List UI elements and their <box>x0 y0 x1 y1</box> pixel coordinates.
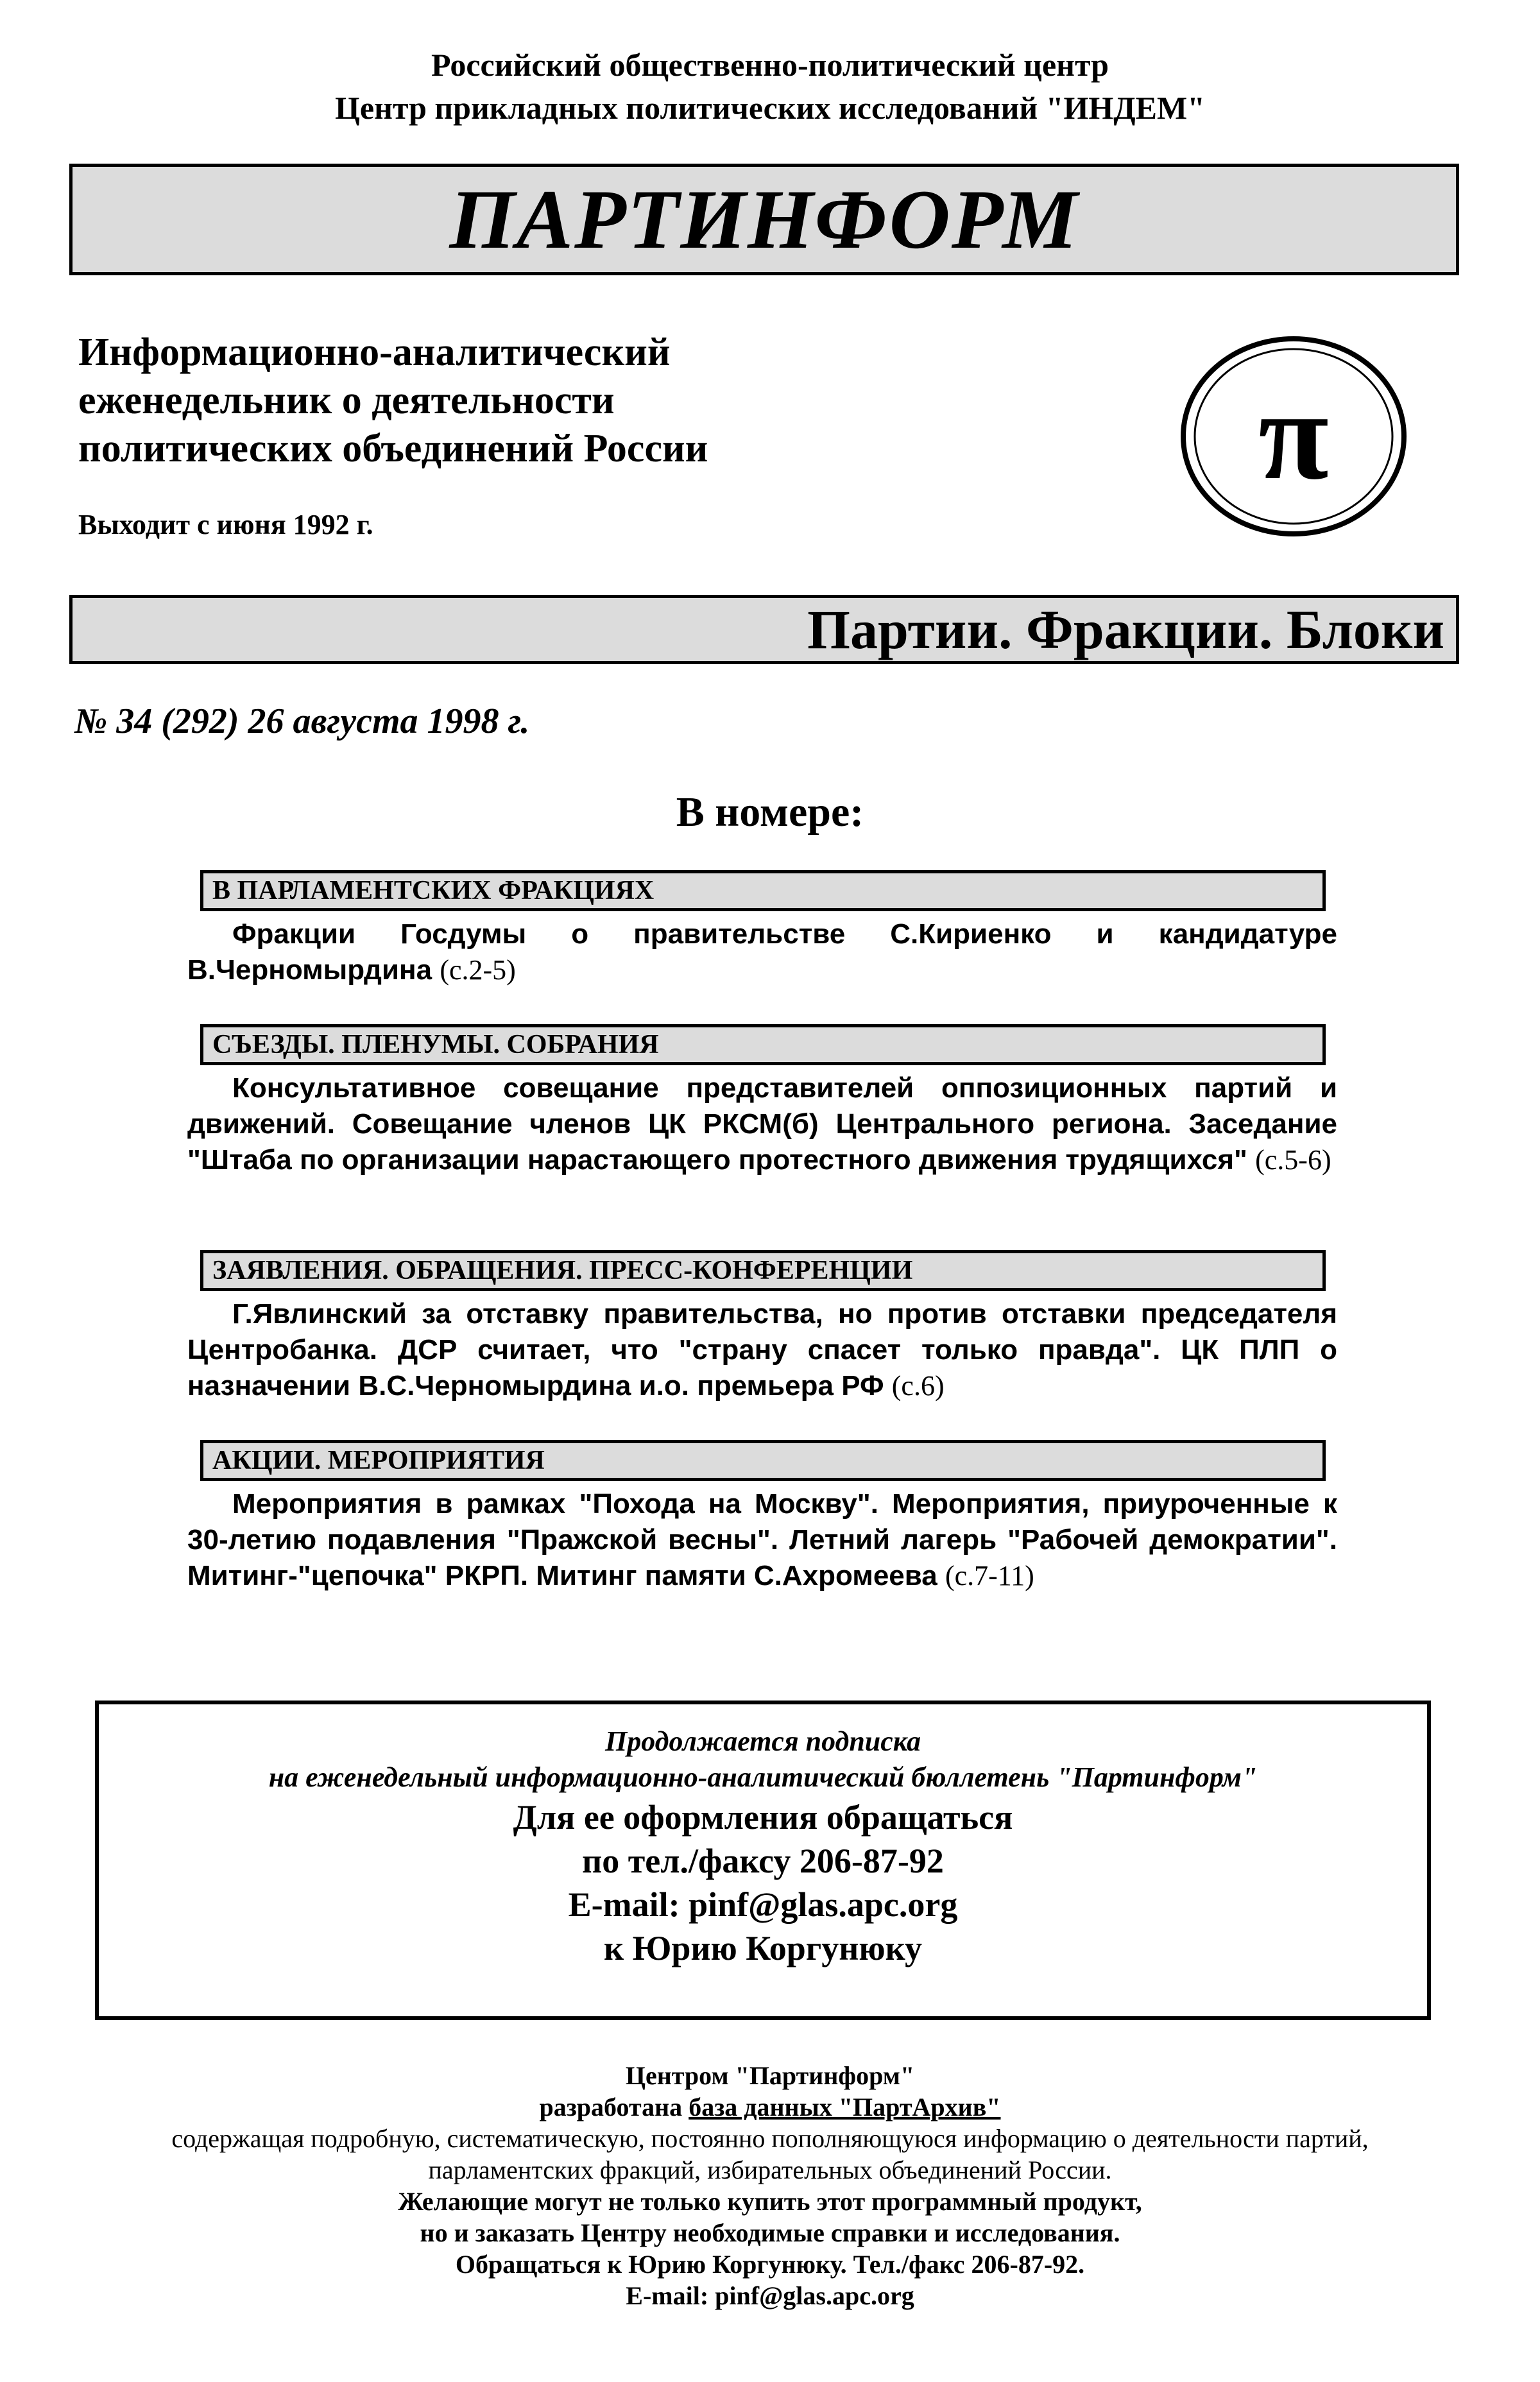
title-banner <box>69 164 1459 275</box>
subscription-line-1: Продолжается подписка <box>604 1726 921 1757</box>
subscription-line-2: на еженедельный информационно-аналитический бюллетень "Партинформ" <box>268 1761 1258 1793</box>
contents-item-pages: (с.6) <box>891 1370 945 1401</box>
issue-number: № 34 (292) 26 августа 1998 г. <box>74 701 530 741</box>
contents-item-text: Консультативное совещание представителей оппозиционных партий и движений. Совещание членов ЦК РКСМ(б) Центрального региона. Заседание "Штаба по организации нарастающего протестного движения трудящихся" <box>187 1072 1337 1176</box>
subtitle-line-2: еженедельник о деятельности <box>78 379 615 422</box>
subtitle-line-3: политических объединений России <box>78 427 708 470</box>
database-link[interactable]: база данных "ПартАрхив" <box>689 2093 1001 2121</box>
footer-line-3: содержащая подробную, систематическую, постоянно пополняющуюся информацию о деятельности партий, <box>171 2124 1369 2153</box>
published-since: Выходит с июня 1992 г. <box>78 509 373 540</box>
contents-item <box>187 1296 1337 1404</box>
subtitle <box>78 329 708 473</box>
subscription-line-3: Для ее оформления обращаться <box>513 1798 1013 1837</box>
footer <box>0 2060 1540 2311</box>
subscription-email: E-mail: pinf@glas.apc.org <box>568 1885 958 1924</box>
contents-item-text: Фракции Госдумы о правительстве С.Кириенко и кандидатуре В.Черномырдина <box>187 918 1337 986</box>
contents-heading: В номере: <box>676 789 864 835</box>
footer-line-4: парламентских фракций, избирательных объединений России. <box>428 2155 1112 2184</box>
subscription-contact: к Юрию Коргунюку <box>603 1929 923 1967</box>
pi-logo-icon <box>1178 334 1409 539</box>
logo-symbol: π <box>1258 364 1329 506</box>
subscription-phone: по тел./факсу 206-87-92 <box>582 1842 944 1880</box>
subtitle-line-1: Информационно-аналитический <box>78 330 671 374</box>
contents-item-text: Г.Явлинский за отставку правительства, но против отставки председателя Центробанка. ДСР считает, что "страну спасет только правда". ЦК ПЛП о назначении В.С.Черномырдина и.о. премьера РФ <box>187 1298 1337 1401</box>
footer-line-2 <box>0 2091 1540 2123</box>
rubric-statements: ЗАЯВЛЕНИЯ. ОБРАЩЕНИЯ. ПРЕСС-КОНФЕРЕНЦИИ <box>200 1250 1326 1291</box>
section-title: Партии. Фракции. Блоки <box>807 599 1444 660</box>
rubric-parliament: В ПАРЛАМЕНТСКИХ ФРАКЦИЯХ <box>200 870 1326 911</box>
footer-line-2-prefix: разработана <box>539 2093 689 2121</box>
publisher-line-1: Российский общественно-политический центр <box>431 47 1109 83</box>
contents-item-pages: (с.5-6) <box>1255 1144 1331 1176</box>
section-banner <box>69 595 1459 664</box>
publication-title: ПАРТИНФОРМ <box>449 172 1079 266</box>
contents-item <box>187 1486 1337 1594</box>
publisher-line-2: Центр прикладных политических исследований "ИНДЕМ" <box>335 90 1205 126</box>
footer-line-1: Центром "Партинформ" <box>625 2061 915 2090</box>
contents-item-pages: (с.2-5) <box>440 954 516 986</box>
rubric-actions: АКЦИИ. МЕРОПРИЯТИЯ <box>200 1440 1326 1481</box>
contents-item-text: Мероприятия в рамках "Похода на Москву". Мероприятия, приуроченные к 30-летию подавления "Пражской весны". Летний лагерь "Рабочей демократии". Митинг-"цепочка" РКРП. Митинг памяти С.Ахромеева <box>187 1488 1337 1591</box>
rubric-congresses: СЪЕЗДЫ. ПЛЕНУМЫ. СОБРАНИЯ <box>200 1024 1326 1065</box>
footer-line-5: Желающие могут не только купить этот программный продукт, <box>398 2187 1142 2216</box>
footer-email: E-mail: pinf@glas.apc.org <box>626 2281 914 2310</box>
contents-item <box>187 916 1337 988</box>
footer-line-6: но и заказать Центру необходимые справки и исследования. <box>420 2218 1120 2247</box>
contents-item <box>187 1070 1337 1178</box>
contents-item-pages: (с.7-11) <box>945 1560 1034 1591</box>
footer-line-7: Обращаться к Юрию Коргунюку. Тел./факс 206-87-92. <box>455 2250 1085 2279</box>
subscription-box <box>95 1701 1431 2020</box>
